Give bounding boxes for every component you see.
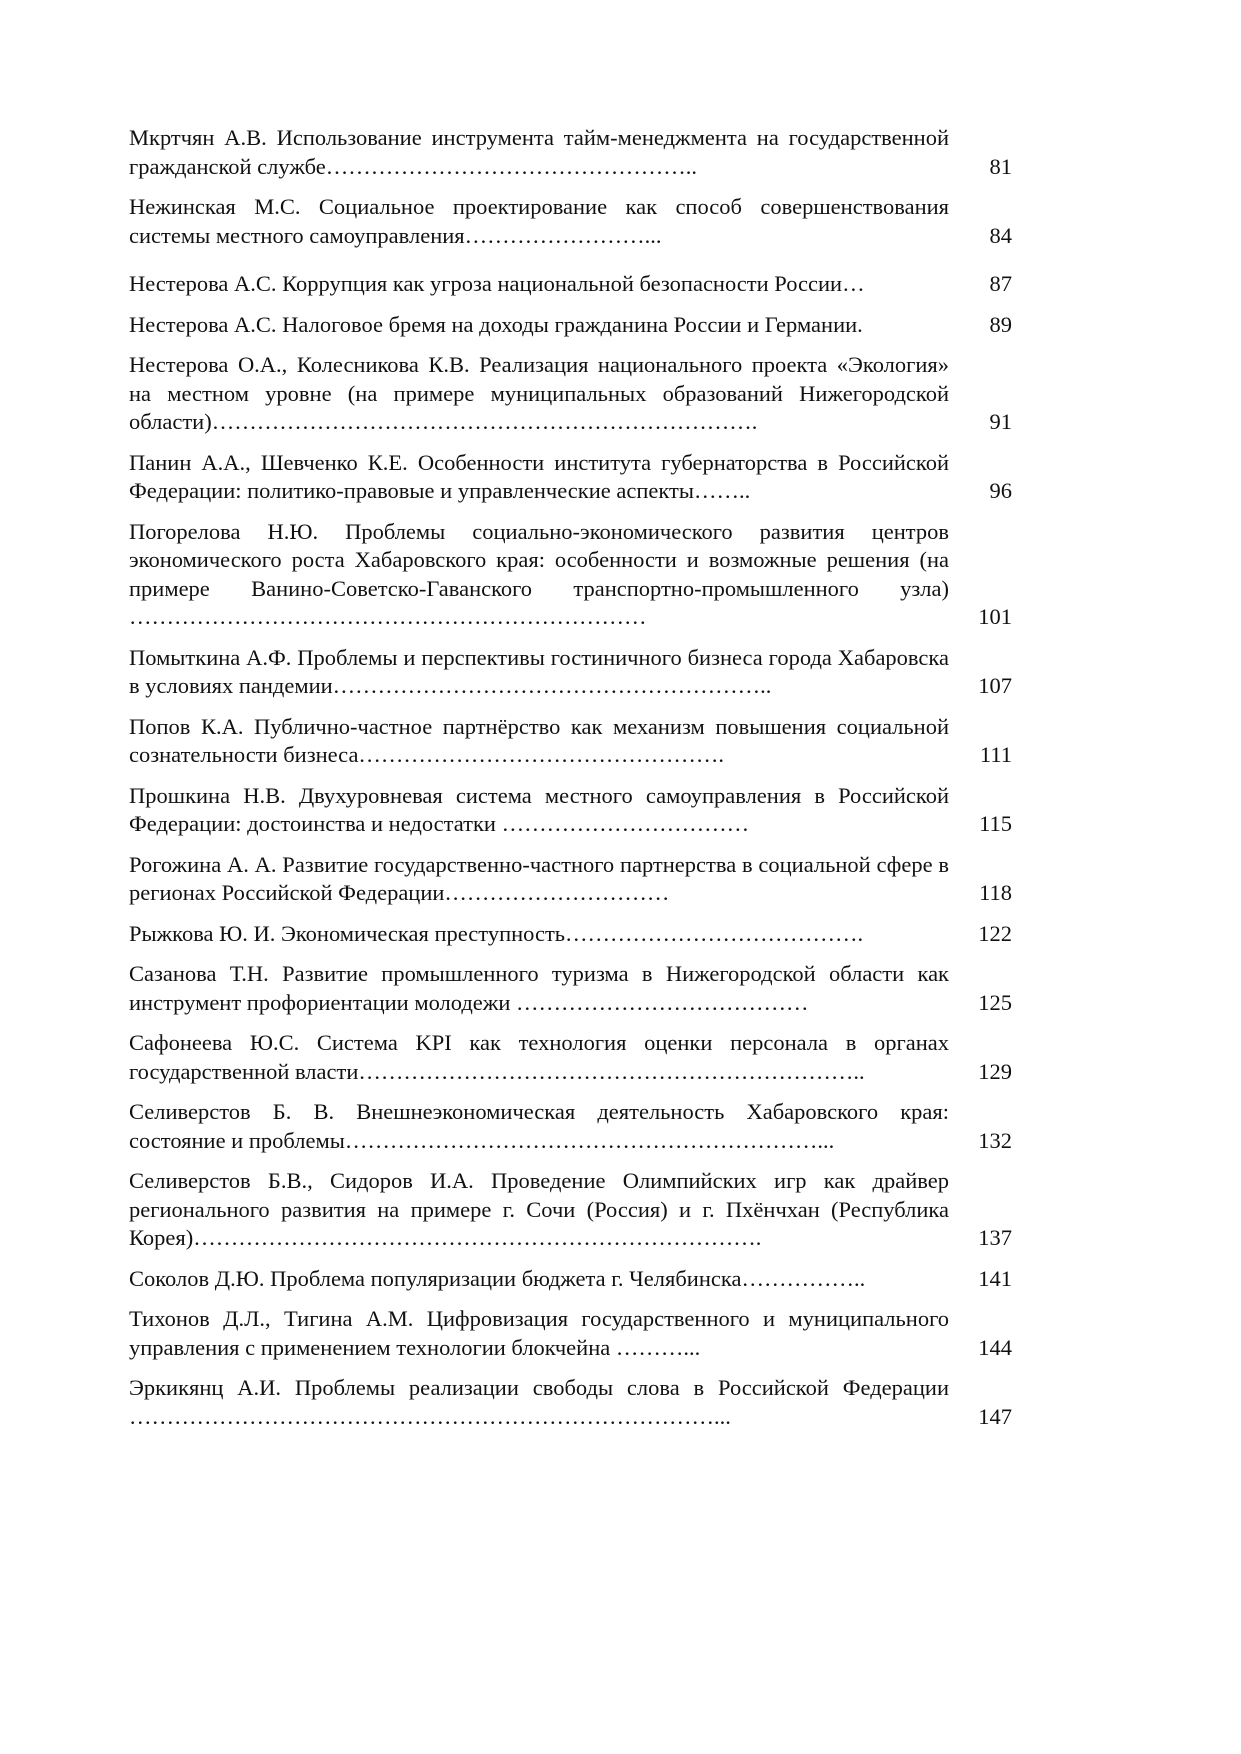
toc-entry-page: 141: [978, 1265, 1012, 1291]
toc-entry-page: 111: [979, 742, 1012, 767]
toc-entry: [129, 713, 1027, 770]
toc-entry: [129, 124, 1027, 181]
toc-entry-title: Селиверстов Б.В., Сидоров И.А. Проведение Олимпийских игр как драйвер регионального развития на примере г. Сочи (Россия) и г. Пхёнчхан (Республика Корея)………………………………………………………………….: [129, 1168, 949, 1250]
toc-entry-title: Помыткина А.Ф. Проблемы и перспективы гостиничного бизнеса города Хабаровска в условиях пандемии…………………………………………………..: [129, 644, 949, 698]
toc-entry-title: Нестерова О.А., Колесникова К.В. Реализация национального проекта «Экология» на местном уровне (на примере муниципальных образований Нижегородской области)……………………………………………………………….: [129, 352, 949, 434]
toc-entry-title: Сафонеева Ю.С. Система KPI как технология оценки персонала в органах государственной власти…………………………………………………………..: [129, 1030, 949, 1084]
toc-entry: [129, 644, 1027, 701]
toc-entry: [129, 1265, 1027, 1294]
toc-entry-title: Соколов Д.Ю. Проблема популяризации бюджета г. Челябинска……………..: [129, 1265, 866, 1291]
toc-entry-title: Нежинская М.С. Социальное проектирование как способ совершенствования системы местного самоуправления……………………...: [129, 194, 949, 248]
toc-entry: [129, 518, 1027, 632]
toc-entry-page: 137: [978, 1225, 1012, 1250]
toc-entry-page: 96: [989, 478, 1012, 503]
toc-entry: [129, 960, 1027, 1017]
toc-entry-title: Эркикянц А.И. Проблемы реализации свободы слова в Российской Федерации ……………………………………………………………………...: [129, 1375, 949, 1429]
toc-entry: [129, 449, 1027, 506]
toc-entry: [129, 1167, 1027, 1253]
toc-entry-title: Попов К.А. Публично-частное партнёрство как механизм повышения социальной сознательности бизнеса………………………………………….: [129, 713, 949, 767]
toc-entry-title: Прошкина Н.В. Двухуровневая система местного самоуправления в Российской Федерации: достоинства и недостатки ……………………………: [129, 782, 949, 836]
toc-entry-page: 147: [978, 1403, 1012, 1429]
toc-entry: [129, 851, 1027, 908]
toc-entry-page: 129: [978, 1058, 1012, 1084]
toc-entry-page: 87: [989, 271, 1012, 296]
toc-entry: [129, 1029, 1027, 1086]
toc-entry-page: 84: [989, 222, 1012, 248]
toc-entry-title: Рыжкова Ю. И. Экономическая преступность………………………………….: [129, 920, 864, 946]
toc-entry-title: Тихонов Д.Л., Тигина А.М. Цифровизация государственного и муниципального управления с применением технологии блокчейна ………...: [129, 1306, 949, 1360]
toc-entry-title: Погорелова Н.Ю. Проблемы социально-экономического развития центров экономического роста Хабаровского края: особенности и возможные решения (на примере Ванино-Советско-Гаванского транспортно-промышленного узла) ……………………………………………………………: [129, 518, 949, 629]
toc-entry: [129, 311, 1027, 340]
toc-entry-page: 144: [978, 1334, 1012, 1360]
toc-entry: [129, 920, 1027, 949]
table-of-contents: [129, 124, 1027, 1443]
toc-entry: [129, 1305, 1027, 1362]
toc-entry: [129, 1098, 1027, 1155]
toc-entry-title: Рогожина А. А. Развитие государственно-частного партнерства в социальной сфере в регионах Российской Федерации…………………………: [129, 851, 949, 905]
toc-entry: [129, 782, 1027, 839]
toc-entry-title: Сазанова Т.Н. Развитие промышленного туризма в Нижегородской области как инструмент профориентации молодежи …………………………………: [129, 961, 949, 1015]
toc-entry-page: 81: [989, 153, 1012, 179]
toc-entry-title: Мкртчян А.В. Использование инструмента тайм-менеджмента на государственной гражданской службе…………………………………………..: [129, 125, 949, 179]
toc-entry-page: 91: [989, 409, 1012, 434]
toc-entry: [129, 270, 1027, 299]
toc-entry-page: 101: [978, 604, 1012, 629]
toc-entry-title: Панин А.А., Шевченко К.Е. Особенности института губернаторства в Российской Федерации: политико-правовые и управленческие аспекты……..: [129, 449, 949, 503]
toc-entry-page: 132: [978, 1127, 1012, 1153]
toc-entry: [129, 1374, 1027, 1431]
toc-entry: [129, 193, 1027, 250]
toc-entry-page: 115: [979, 811, 1012, 836]
toc-entry-page: 125: [978, 989, 1012, 1015]
toc-entry-page: 122: [978, 920, 1012, 946]
toc-entry-title: Нестерова А.С. Налоговое бремя на доходы гражданина России и Германии.: [129, 311, 863, 337]
toc-entry-page: 107: [978, 673, 1012, 698]
toc-entry-title: Селиверстов Б. В. Внешнеэкономическая деятельность Хабаровского края: состояние и проблемы………………………………………………………...: [129, 1099, 949, 1153]
toc-entry: [129, 351, 1027, 437]
toc-entry-title: Нестерова А.С. Коррупция как угроза национальной безопасности России…: [129, 271, 865, 296]
toc-entry-page: 89: [989, 311, 1012, 337]
toc-entry-page: 118: [979, 880, 1012, 905]
